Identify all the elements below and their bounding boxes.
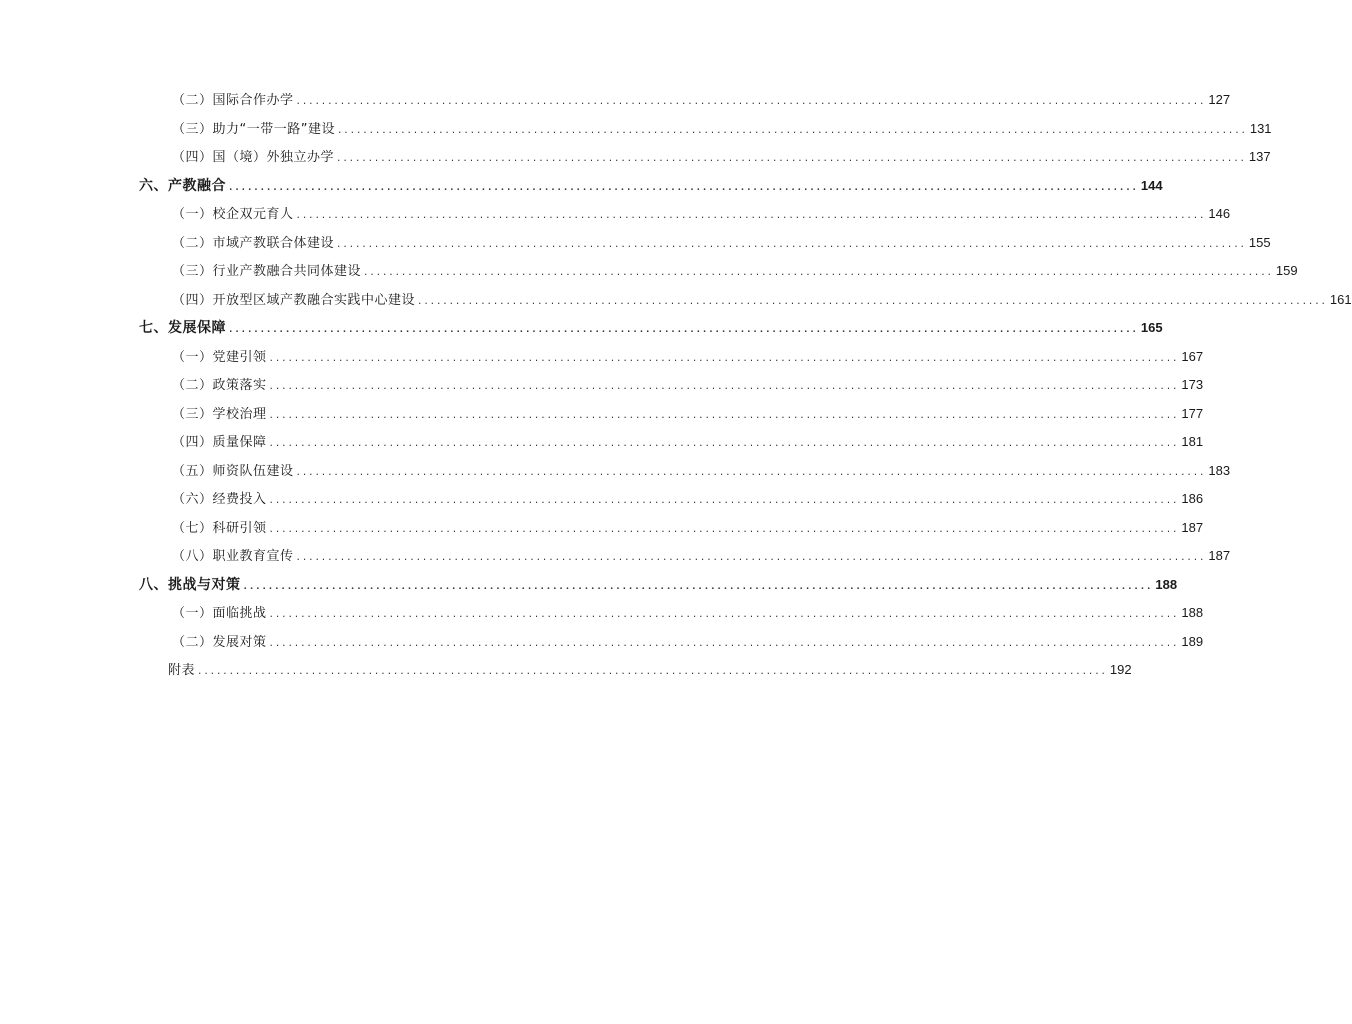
- toc-entry-party-leadership[interactable]: [172, 346, 1204, 368]
- toc-entry-title: （六）经费投入: [172, 492, 267, 507]
- toc-dot-leader: ................................................................................................................................................: [242, 581, 1153, 592]
- toc-entry-title: （四）国（境）外独立办学: [172, 150, 335, 165]
- toc-dot-leader: ................................................................................................................................................: [336, 154, 1246, 164]
- toc-entry-title: （八）职业教育宣传: [172, 549, 294, 564]
- toc-entry-page: 183: [1208, 462, 1231, 478]
- toc-entry-title: 六、产教融合: [139, 177, 226, 194]
- toc-dot-leader: ................................................................................................................................................: [295, 553, 1206, 563]
- toc-entry-page: 173: [1181, 377, 1204, 392]
- toc-entry-appendix[interactable]: [168, 659, 1132, 681]
- toc-entry-municipal-consortium[interactable]: [172, 232, 1271, 254]
- toc-entry-title: （二）国际合作办学: [172, 93, 294, 108]
- toc-entry-title: （三）助力“一带一路”建设: [172, 121, 335, 137]
- toc-entry-overseas-schools[interactable]: [172, 146, 1271, 168]
- toc-entry-international-cooperation[interactable]: [172, 89, 1231, 111]
- toc-dot-leader: ................................................................................................................................................: [363, 268, 1273, 278]
- toc-entry-research-leadership[interactable]: [172, 517, 1204, 539]
- toc-entry-quality-assurance[interactable]: [172, 431, 1204, 453]
- toc-dot-leader: ................................................................................................................................................: [295, 97, 1206, 107]
- toc-entry-page: 137: [1248, 149, 1271, 164]
- toc-dot-leader: ................................................................................................................................................: [197, 667, 1107, 677]
- toc-entry-title: 八、挑战与对策: [139, 576, 241, 593]
- toc-entry-page: 189: [1181, 633, 1204, 649]
- toc-entry-belt-and-road[interactable]: [172, 118, 1272, 140]
- toc-entry-title: （三）行业产教融合共同体建设: [172, 264, 362, 279]
- toc-entry-page: 188: [1155, 576, 1178, 592]
- toc-entry-page: 167: [1181, 348, 1204, 364]
- toc-entry-title: （五）师资队伍建设: [172, 463, 294, 479]
- toc-entry-faculty-building[interactable]: [172, 460, 1231, 482]
- toc-chapter-challenges[interactable]: [139, 574, 1178, 596]
- toc-dot-leader: ................................................................................................................................................: [268, 382, 1179, 392]
- toc-entry-page: 159: [1275, 263, 1298, 278]
- toc-entry-title: （二）发展对策: [172, 634, 267, 650]
- toc-dot-leader: ................................................................................................................................................: [228, 182, 1138, 193]
- toc-entry-school-governance[interactable]: [172, 403, 1204, 425]
- toc-entry-title: 七、发展保障: [139, 320, 226, 336]
- toc-entry-vocational-publicity[interactable]: [172, 545, 1231, 567]
- toc-entry-page: 177: [1181, 405, 1204, 421]
- toc-entry-title: （二）市域产教联合体建设: [172, 235, 335, 251]
- toc-entry-title: （四）开放型区域产教融合实践中心建设: [172, 292, 416, 308]
- toc-entry-title: （三）学校治理: [172, 406, 267, 422]
- toc-entry-page: 188: [1181, 605, 1204, 620]
- toc-chapter-industry-education[interactable]: [139, 175, 1163, 197]
- toc-entry-page: 155: [1248, 234, 1271, 250]
- toc-entry-page: 187: [1181, 519, 1204, 535]
- toc-dot-leader: ................................................................................................................................................: [295, 467, 1206, 478]
- toc-entry-industry-community[interactable]: [172, 260, 1298, 282]
- toc-dot-leader: ................................................................................................................................................: [336, 125, 1247, 136]
- toc-entry-title: （一）校企双元育人: [172, 207, 294, 222]
- toc-entry-title: （一）面临挑战: [172, 606, 267, 621]
- toc-dot-leader: ................................................................................................................................................: [268, 524, 1179, 535]
- toc-entry-page: 146: [1208, 206, 1231, 221]
- toc-entry-page: 187: [1208, 548, 1231, 563]
- toc-entry-page: 165: [1140, 320, 1163, 335]
- toc-entry-page: 181: [1181, 434, 1204, 449]
- toc-entry-title: （一）党建引领: [172, 349, 267, 365]
- toc-dot-leader: ................................................................................................................................................: [268, 638, 1179, 649]
- toc-entry-title: 附表: [168, 663, 196, 678]
- toc-entry-policy-implementation[interactable]: [172, 374, 1204, 396]
- toc-dot-leader: ................................................................................................................................................: [268, 439, 1179, 449]
- toc-entry-page: 192: [1109, 662, 1132, 677]
- toc-entry-facing-challenges[interactable]: [172, 602, 1204, 624]
- toc-entry-development-countermeasures[interactable]: [172, 631, 1204, 653]
- toc-dot-leader: ................................................................................................................................................: [268, 610, 1179, 620]
- toc-dot-leader: ................................................................................................................................................: [268, 410, 1179, 421]
- toc-entry-practice-center[interactable]: [172, 289, 1352, 311]
- toc-entry-funding[interactable]: [172, 488, 1204, 510]
- toc-dot-leader: ................................................................................................................................................: [295, 211, 1206, 221]
- toc-entry-page: 127: [1208, 92, 1231, 107]
- toc-entry-page: 131: [1249, 120, 1272, 136]
- toc-entry-page: 186: [1181, 491, 1204, 506]
- toc-entry-page: 161: [1329, 291, 1352, 307]
- toc-dot-leader: ................................................................................................................................................: [228, 325, 1138, 335]
- toc-dot-leader: ................................................................................................................................................: [336, 239, 1246, 250]
- toc-entry-title: （二）政策落实: [172, 378, 267, 393]
- toc-dot-leader: ................................................................................................................................................: [268, 353, 1179, 364]
- toc-chapter-development-support[interactable]: [139, 317, 1163, 339]
- toc-entry-dual-education[interactable]: [172, 203, 1231, 225]
- toc-entry-title: （四）质量保障: [172, 435, 267, 450]
- toc-dot-leader: ................................................................................................................................................: [268, 496, 1179, 506]
- toc-entry-title: （七）科研引领: [172, 520, 267, 536]
- toc-entry-page: 144: [1140, 177, 1163, 193]
- toc-dot-leader: ................................................................................................................................................: [417, 296, 1327, 307]
